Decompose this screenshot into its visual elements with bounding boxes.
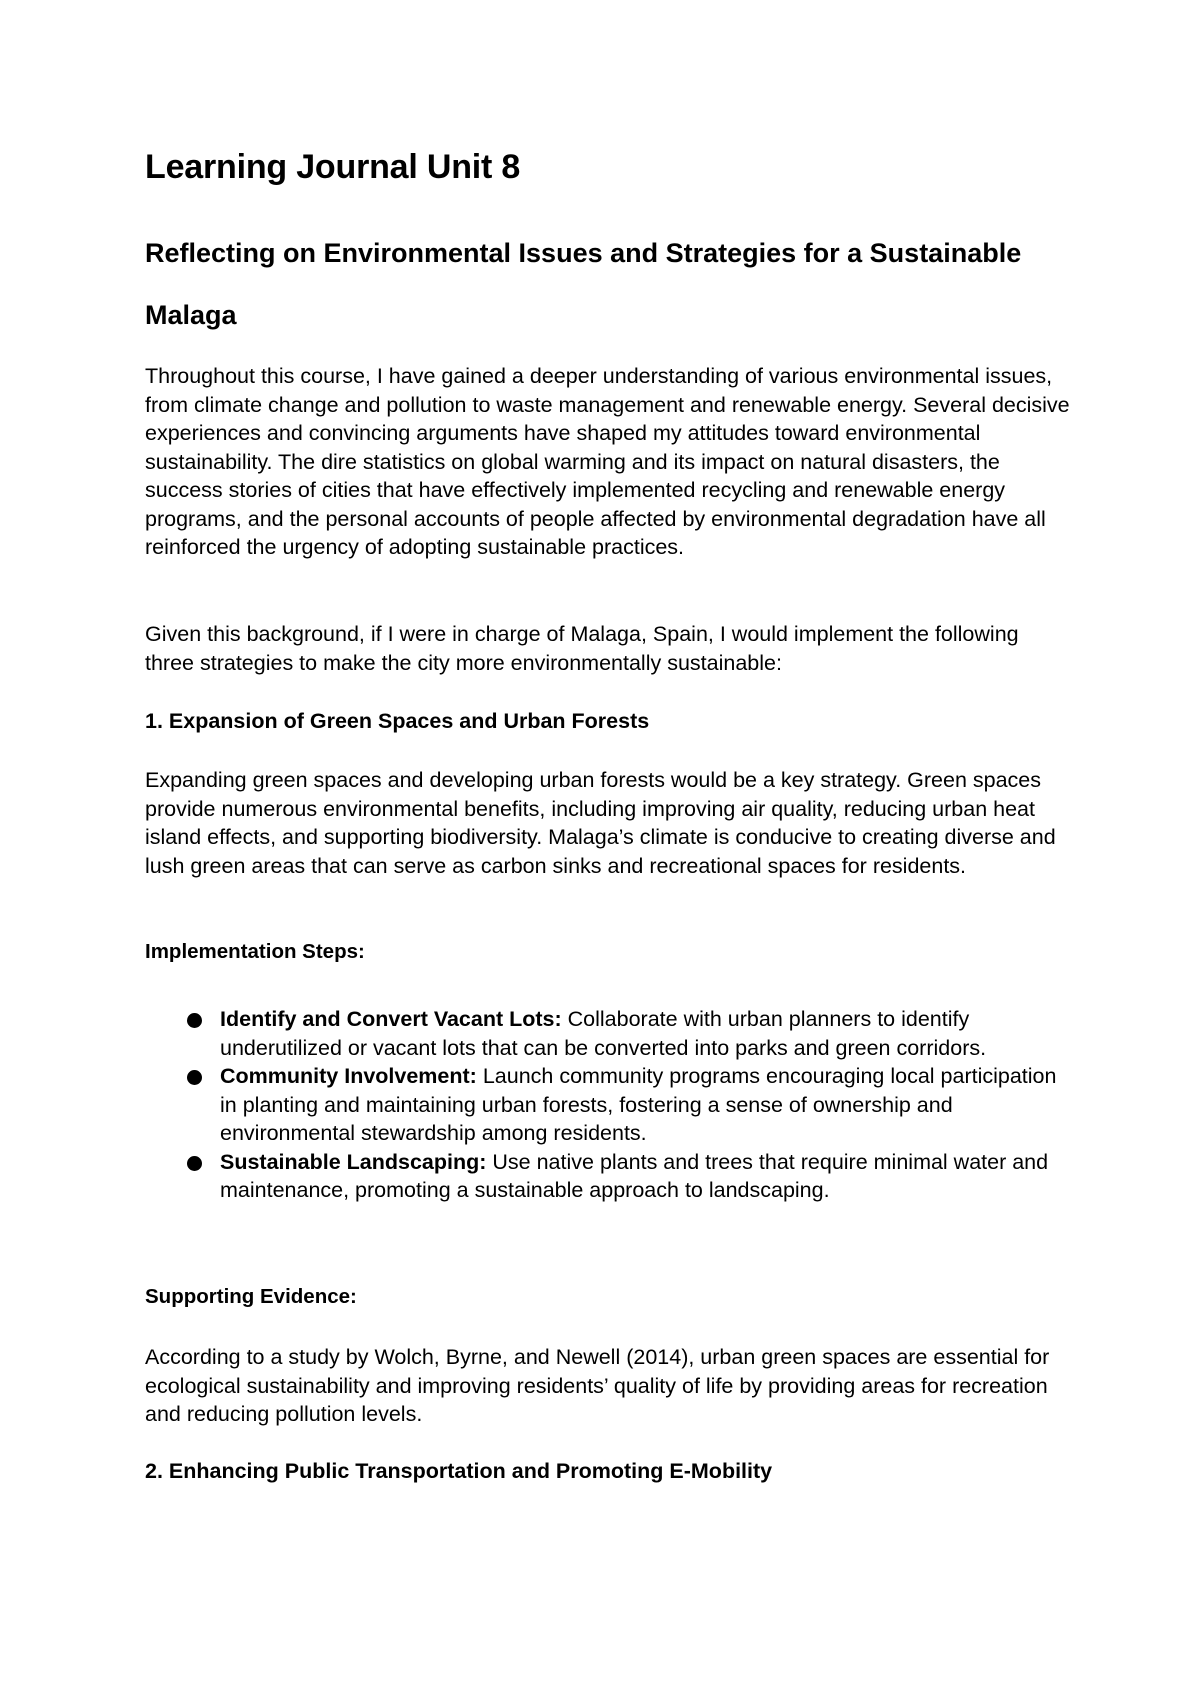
step-term: Community Involvement: — [220, 1064, 477, 1088]
background-paragraph: Given this background, if I were in charge of Malaga, Spain, I would implement the following three strategies to make the city more environmentally sustainable: — [145, 622, 1019, 675]
bullet-icon — [187, 1156, 202, 1171]
list-item — [145, 1148, 1060, 1205]
supporting-evidence-label: Supporting Evidence: — [145, 1285, 357, 1308]
supporting-evidence-text: According to a study by Wolch, Byrne, and Newell (2014), urban green spaces are essential for ecological sustainability and improving residents’ quality of life by providing areas for recreation and reducing pollution levels. — [145, 1345, 1050, 1426]
step-term: Identify and Convert Vacant Lots: — [220, 1007, 562, 1031]
step-term: Sustainable Landscaping: — [220, 1149, 487, 1174]
strategy-1-description: Expanding green spaces and developing urban forests would be a key strategy. Green spaces provide numerous environmental benefits, including improving air quality, reducing urban heat island effects, and supporting biodiversity. Malaga’s climate is conducive to creating diverse and lush green areas that can serve as carbon sinks and recreational spaces for residents. — [145, 768, 1056, 878]
step-text: Launch community programs encouraging local participation in planting and maintaining urban forests, fostering a sense of ownership and environmental stewardship among residents. — [220, 1064, 1057, 1145]
list-item — [145, 1062, 1060, 1148]
step-text: Collaborate with urban planners to identify underutilized or vacant lots that can be converted into parks and green corridors. — [220, 1007, 987, 1060]
implementation-steps-label: Implementation Steps: — [145, 940, 365, 963]
bullet-icon — [187, 1070, 202, 1085]
document-subtitle: Reflecting on Environmental Issues and Strategies for a Sustainable Malaga — [145, 238, 1022, 330]
intro-paragraph: Throughout this course, I have gained a deeper understanding of various environmental issues, from climate change and pollution to waste management and renewable energy. Several decisive experiences and convincing arguments have shaped my attitudes toward environmental sustainability. The dire statistics on global warming and its impact on natural disasters, the success stories of cities that have effectively implemented recycling and renewable energy programs, and the personal accounts of people affected by environmental degradation have all reinforced the urgency of adopting sustainable practices. — [145, 364, 1070, 559]
bullet-icon — [187, 1013, 202, 1028]
strategy-2-heading: 2. Enhancing Public Transportation and Promoting E-Mobility — [145, 1459, 773, 1483]
list-item — [145, 1005, 1060, 1062]
step-text: Use native plants and trees that require minimal water and maintenance, promoting a sustainable approach to landscaping. — [220, 1149, 1049, 1202]
implementation-steps-list — [145, 1005, 1075, 1205]
strategy-1-heading: 1. Expansion of Green Spaces and Urban Forests — [145, 709, 650, 733]
document-title: Learning Journal Unit 8 — [145, 148, 521, 186]
